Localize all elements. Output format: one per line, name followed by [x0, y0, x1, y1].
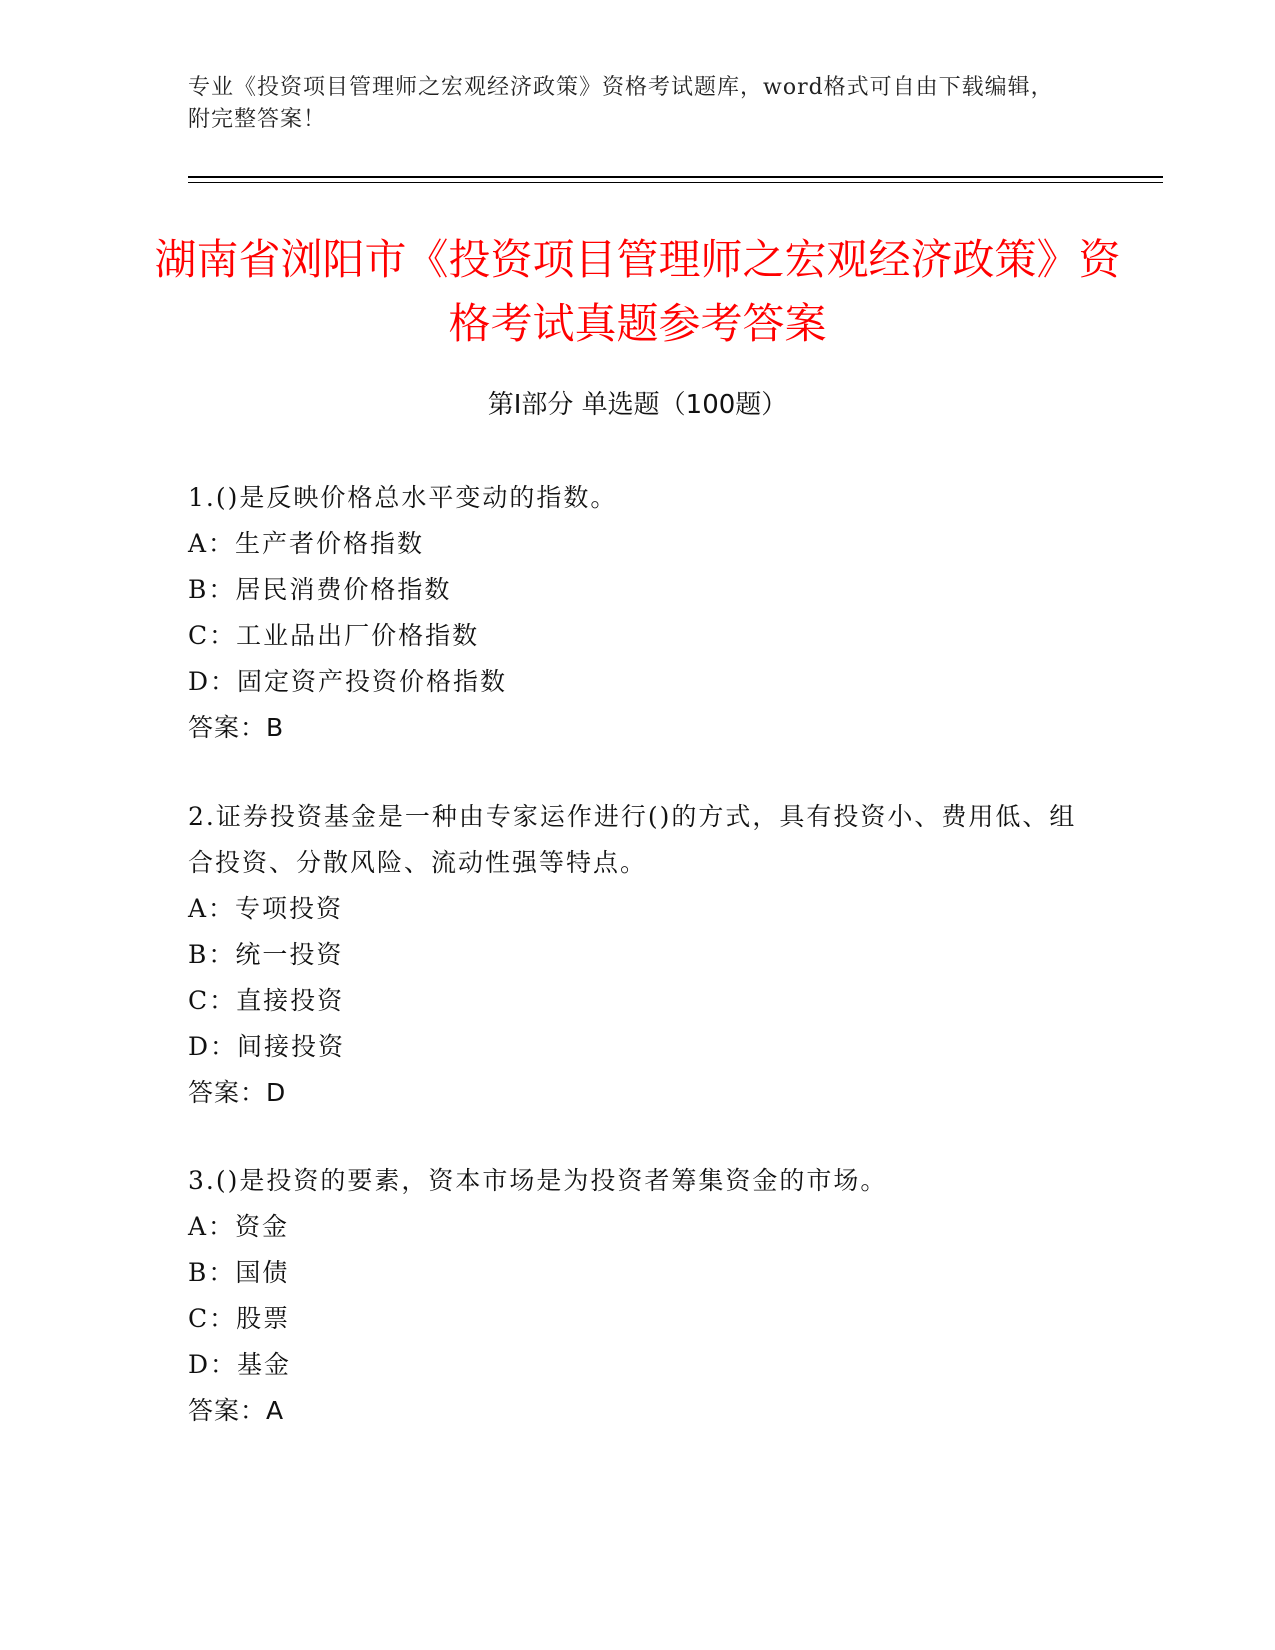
option-b: B：统一投资 — [188, 940, 344, 969]
answer: 答案：B — [188, 713, 285, 742]
option-a: A：生产者价格指数 — [188, 529, 425, 558]
question-stem: 3.()是投资的要素，资本市场是为投资者筹集资金的市场。 — [188, 1166, 888, 1195]
question-1 — [188, 475, 1088, 751]
option-a: A：专项投资 — [188, 894, 344, 923]
option-b: B：居民消费价格指数 — [188, 575, 452, 604]
question-stem: 1.()是反映价格总水平变动的指数。 — [188, 483, 618, 512]
section-title: 第Ⅰ部分 单选题（100题） — [487, 390, 788, 420]
header-rule-thin — [188, 182, 1163, 183]
header-note: 专业《投资项目管理师之宏观经济政策》资格考试题库，word格式可自由下载编辑，附完整答案！ — [188, 75, 1054, 132]
option-c: C：股票 — [188, 1304, 291, 1333]
option-d: D：固定资产投资价格指数 — [188, 667, 508, 696]
option-d: D：间接投资 — [188, 1032, 346, 1061]
answer: 答案：A — [188, 1396, 285, 1425]
option-d: D：基金 — [188, 1350, 292, 1379]
option-c: C：工业品出厂价格指数 — [188, 621, 480, 650]
header-rule-thick — [188, 176, 1163, 178]
option-b: B：国债 — [188, 1258, 290, 1287]
question-2 — [188, 794, 1088, 1116]
question-stem: 2.证券投资基金是一种由专家运作进行()的方式，具有投资小、费用低、组合投资、分散风险、流动性强等特点。 — [188, 802, 1077, 877]
document-title: 湖南省浏阳市《投资项目管理师之宏观经济政策》资格考试真题参考答案 — [154, 235, 1121, 348]
answer: 答案：D — [188, 1078, 287, 1107]
option-c: C：直接投资 — [188, 986, 345, 1015]
question-3 — [188, 1158, 1088, 1434]
option-a: A：资金 — [188, 1212, 290, 1241]
